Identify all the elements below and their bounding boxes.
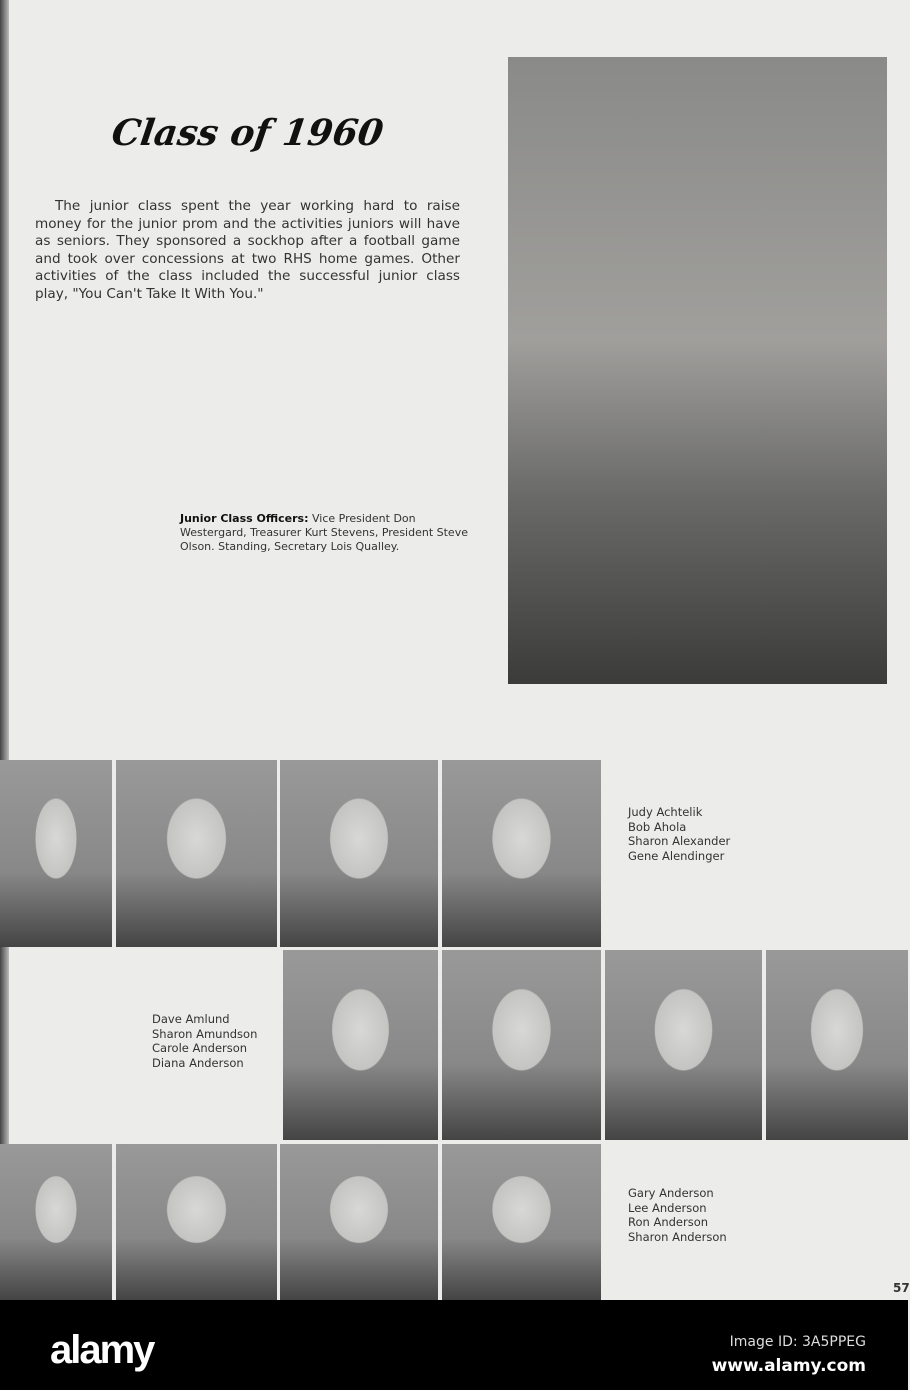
portrait-photo bbox=[442, 760, 601, 947]
student-name: Sharon Alexander bbox=[628, 834, 731, 848]
portrait-photo bbox=[766, 950, 908, 1140]
student-name: Bob Ahola bbox=[628, 819, 687, 834]
portrait-photo bbox=[0, 1144, 112, 1300]
intro-paragraph: The junior class spent the year working hard to raise money for the junior prom and the activities juniors will have as seniors. They sponsored a sockhop after a football game and took over concessions at two RHS home games. Other activities of the class included the successful junior class play, "You Can't Take It With You." bbox=[35, 198, 460, 302]
caption-label: Junior Class Officers: bbox=[180, 512, 309, 525]
student-name: Sharon Amundson bbox=[152, 1026, 258, 1041]
page-binding-edge bbox=[0, 0, 9, 1300]
photo-caption bbox=[180, 512, 480, 554]
caption-text: Vice President Don Westergard, Treasurer Kurt Stevens, President Steve Olson. Standing, Secretary Lois Qualley. bbox=[180, 512, 468, 553]
watermark-footer bbox=[0, 1300, 908, 1390]
portrait-photo bbox=[280, 760, 438, 947]
portrait-photo bbox=[283, 950, 438, 1140]
alamy-logo: alamy bbox=[50, 1328, 154, 1372]
row-2-names bbox=[152, 1012, 257, 1070]
portrait-photo bbox=[0, 760, 112, 947]
student-name: Ron Anderson bbox=[628, 1215, 709, 1229]
portrait-photo bbox=[116, 1144, 277, 1300]
student-name: Lee Anderson bbox=[628, 1200, 707, 1215]
page-title: Class of 1960 bbox=[109, 112, 386, 154]
student-name: Judy Achtelik bbox=[628, 805, 703, 819]
portrait-photo bbox=[442, 1144, 601, 1300]
portrait-photo bbox=[442, 950, 601, 1140]
portrait-photo bbox=[280, 1144, 438, 1300]
portrait-photo bbox=[116, 760, 277, 947]
page-number: 57 bbox=[893, 1281, 910, 1295]
row-1-names bbox=[628, 805, 730, 863]
image-id: Image ID: 3A5PPEG bbox=[729, 1334, 866, 1350]
student-name: Dave Amlund bbox=[152, 1012, 230, 1026]
student-name: Gene Alendinger bbox=[628, 848, 725, 863]
student-name: Gary Anderson bbox=[628, 1186, 714, 1200]
row-3-names bbox=[628, 1186, 727, 1244]
site-url: www.alamy.com bbox=[711, 1356, 866, 1376]
student-name: Carole Anderson bbox=[152, 1041, 248, 1055]
student-name: Sharon Anderson bbox=[628, 1229, 727, 1244]
officers-group-photo bbox=[508, 57, 887, 684]
portrait-photo bbox=[605, 950, 762, 1140]
student-name: Diana Anderson bbox=[152, 1055, 244, 1070]
